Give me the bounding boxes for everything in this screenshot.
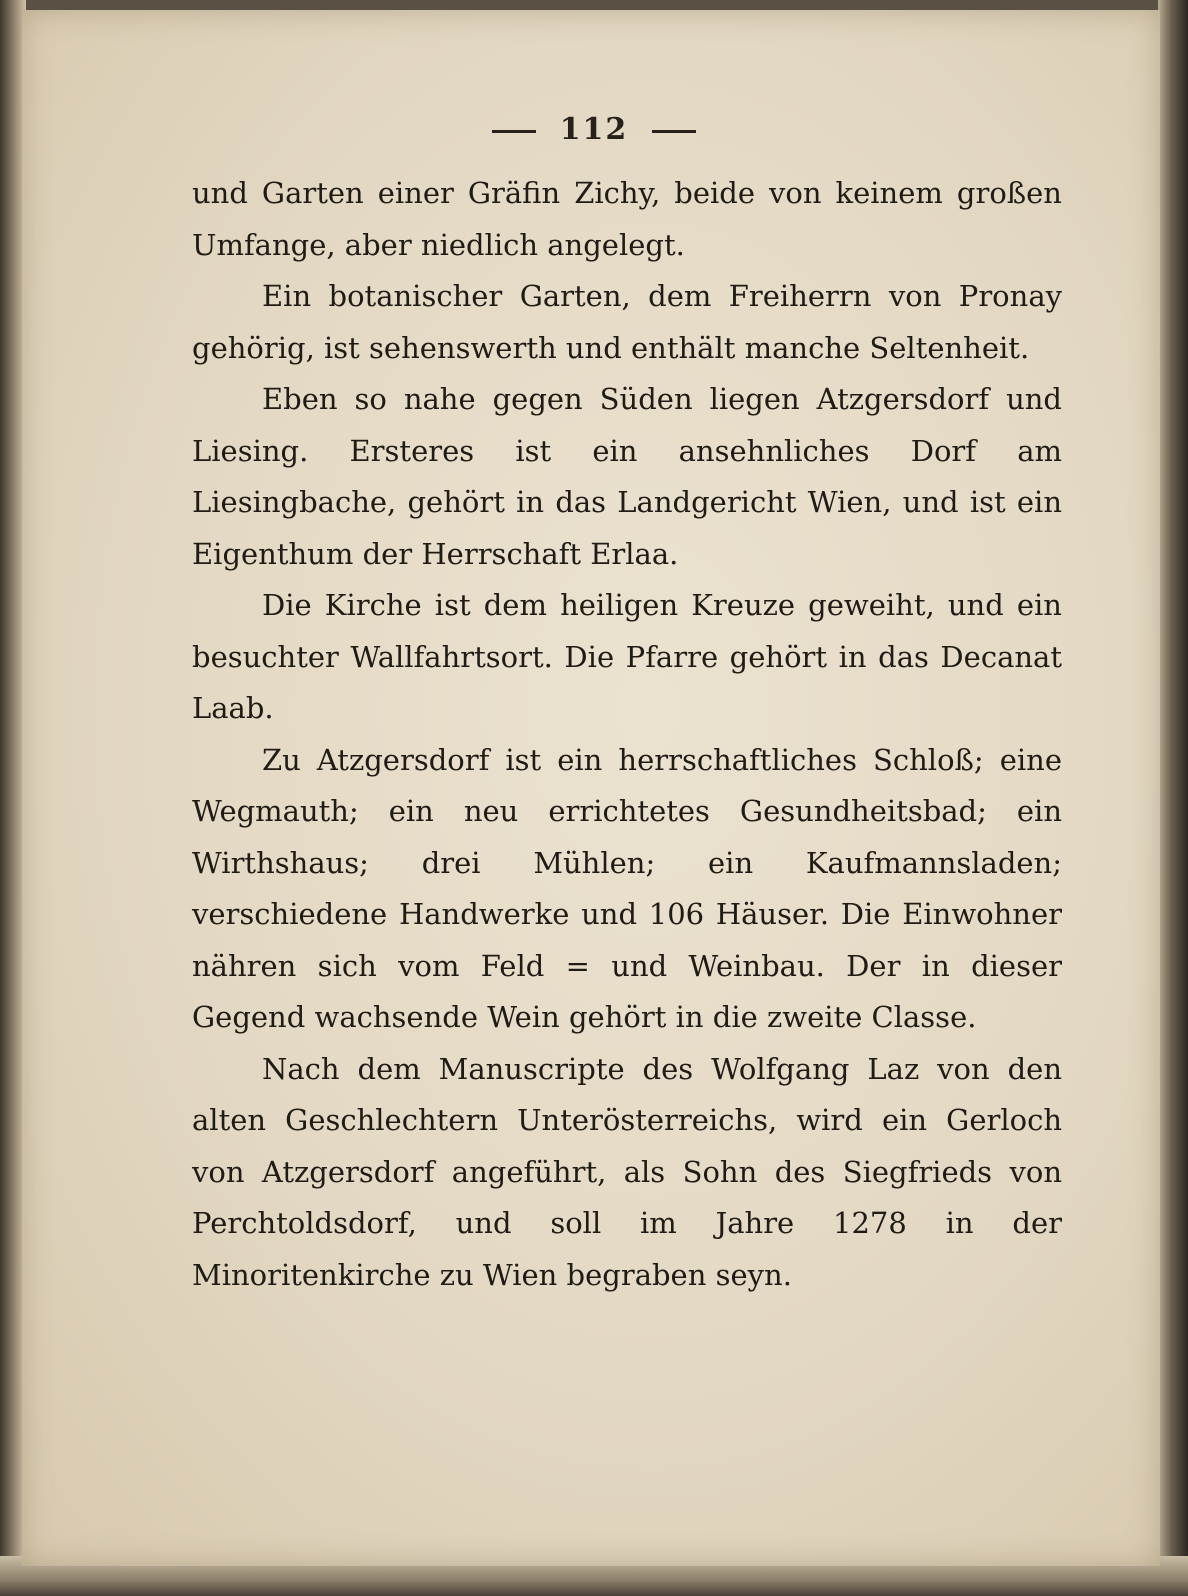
- paragraph-2: Ein botanischer Garten, dem Freiherrn von Pronay gehörig, ist sehenswerth und enthält manche Seltenheit.: [192, 279, 1062, 365]
- body-text: [192, 168, 1062, 1301]
- paragraph-3: Eben so nahe gegen Süden liegen Atzgersdorf und Liesing. Ersteres ist ein ansehnliches Dorf am Liesingbache, gehört in das Landgericht Wien, und ist ein Eigenthum der Herrschaft Erlaa.: [192, 382, 1062, 571]
- header-dash-right: [652, 130, 696, 133]
- paragraph-1: und Garten einer Gräfin Zichy, beide von keinem großen Umfange, aber niedlich angelegt.: [192, 176, 1062, 262]
- paragraph-5: Zu Atzgersdorf ist ein herrschaftliches Schloß; eine Wegmauth; ein neu errichtetes Gesundheitsbad; ein Wirthshaus; drei Mühlen; ein Kaufmannsladen; verschiedene Handwerke und 106 Häuser. Die Einwohner nähren sich vom Feld = und Weinbau. Der in dieser Gegend wachsende Wein gehört in die zweite Classe.: [192, 742, 1062, 1034]
- page-edge-right: [1158, 0, 1188, 1596]
- paragraph-4: Die Kirche ist dem heiligen Kreuze geweiht, und ein besuchter Wallfahrtsort. Die Pfarre gehört in das Decanat Laab.: [192, 588, 1062, 725]
- page-number: 112: [559, 112, 629, 147]
- page-number-header: [0, 112, 1188, 147]
- header-dash-left: [492, 130, 536, 133]
- paragraph-6: Nach dem Manuscripte des Wolfgang Laz von den alten Geschlechtern Unterösterreichs, wird ein Gerloch von Atzgersdorf angeführt, als Sohn des Siegfrieds von Perchtoldsdorf, und soll im Jahre 1278 in der Minoritenkirche zu Wien begraben seyn.: [192, 1051, 1062, 1292]
